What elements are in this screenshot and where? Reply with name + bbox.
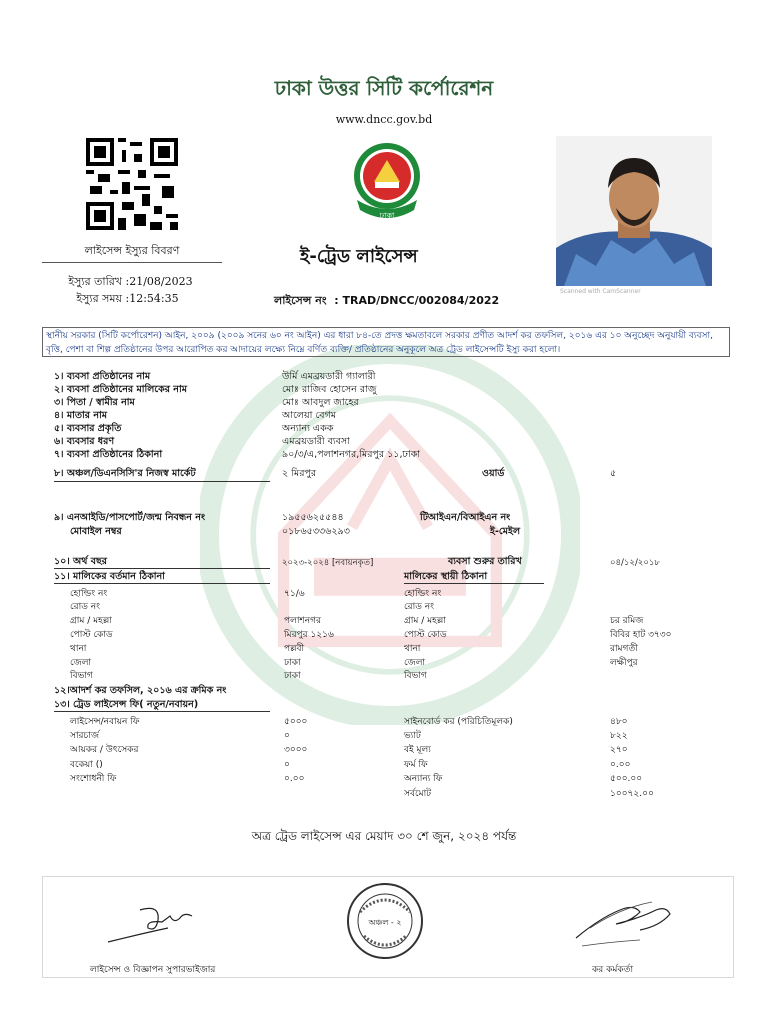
addr-value: ঢাকা: [284, 671, 301, 681]
fee-key: সাইনবোর্ড কর (পরিচিতিমূলক): [404, 717, 513, 727]
fee-key: ভ্যাট: [404, 731, 421, 741]
mobile-value: ০১৮৬৫৩৩৬২৯৩: [282, 526, 350, 537]
addr-key: পোস্ট কোড: [404, 630, 447, 640]
fee-key: অন্যান্য ফি: [404, 774, 443, 784]
fee-value: ০.০০: [284, 774, 305, 784]
detail-label: ৮। অঞ্চল/ডিএনসিসি'র নিজস্ব মার্কেট: [54, 468, 196, 479]
detail-label: ৬। ব্যবসার ধরণ: [54, 436, 115, 447]
fee-value: ৮২২: [610, 731, 628, 741]
supervisor-label: লাইসেন্স ও বিজ্ঞাপন সুপারভাইজার: [90, 965, 216, 975]
detail-value: আলেয়া বেগম: [282, 410, 336, 421]
addr-value: লক্ষীপুর: [610, 658, 638, 668]
photo-caption: Scanned with CamScanner: [560, 288, 641, 295]
fee-value: ৫০০.০০: [610, 774, 643, 784]
issue-time-row: [42, 290, 179, 309]
fee-value: ০.০০: [610, 760, 631, 770]
addr-key: হোল্ডিং নং: [404, 589, 442, 599]
detail-label: ৩। পিতা / স্বামীর নাম: [54, 397, 135, 408]
detail-value: উৰ্মি এমব্রয়ডারী গ্যালারী: [282, 371, 376, 382]
fee-value: ৫০০০: [284, 717, 308, 727]
license-value: : TRAD/DNCC/002084/2022: [334, 294, 500, 307]
addr-key: থানা: [70, 644, 87, 654]
fee-value: ৪৮০: [610, 717, 628, 727]
dncc-emblem: [352, 138, 422, 228]
business-start-value: ০৪/১২/২০১৮: [610, 558, 660, 568]
fee-value: ২৭০: [610, 745, 628, 755]
ward-label: ওয়ার্ড: [482, 468, 505, 479]
email-label: ই-মেইল: [490, 526, 521, 537]
addr-value: ৭১/৬: [284, 589, 305, 599]
ward-value: ৫: [610, 468, 617, 479]
addr-key: রোড নং: [404, 602, 434, 612]
market-underline: [54, 481, 270, 482]
fiscal-year-label: ১০। অর্থ বছর: [54, 556, 108, 567]
detail-value: এমব্রয়ডারী ব্যবসা: [282, 436, 350, 447]
fee-key: সারচার্জ: [70, 731, 100, 741]
addr-key: বিভাগ: [404, 671, 427, 681]
addr-key: গ্রাম / মহল্লা: [404, 616, 446, 626]
detail-label: ৪। মাতার নাম: [54, 410, 108, 421]
watermark-emblem: [200, 345, 580, 725]
license-number: [274, 292, 499, 311]
addr-value: রামগতী: [610, 644, 638, 654]
issue-date-value: :21/08/2023: [125, 275, 193, 288]
total-value: ১০০৭২.০০: [610, 789, 654, 799]
issue-time-value: :12:54:35: [125, 292, 179, 305]
corporation-title: ঢাকা উত্তর সিটি কর্পোরেশন: [274, 76, 494, 100]
issue-details-title: লাইসেন্স ইস্যুর বিবরণ: [84, 244, 180, 257]
fiscal-year-value: ২০২৩-২০২৪ [নবায়নকৃত]: [282, 558, 374, 568]
addr-value: পলাশনগর: [284, 616, 321, 626]
addr-key: জেলা: [70, 658, 92, 668]
addr-key: গ্রাম / মহল্লা: [70, 616, 112, 626]
addr-key: জেলা: [404, 658, 426, 668]
fee-key: বকেয়া (): [70, 760, 103, 770]
fee-key: ফর্ম ফি: [404, 760, 428, 770]
detail-label: ১। ব্যবসা প্রতিষ্ঠানের নাম: [54, 371, 151, 382]
nid-label: ৯। এনআইডি/পাসপোর্ট/জন্ম নিবন্ধন নং: [54, 512, 206, 523]
detail-label: ৫। ব্যবসার প্রকৃতি: [54, 423, 122, 434]
addr-value: বিবির হাট ৩৭৩০: [610, 630, 672, 640]
detail-value: মোঃ আবদুল জাহের: [282, 397, 359, 408]
qr-code: [86, 138, 178, 230]
addr-key: রোড নং: [70, 602, 100, 612]
mobile-label: মোবাইল নম্বর: [70, 526, 122, 537]
fee-value: ০: [284, 760, 290, 770]
fee-value: ৩০০০: [284, 745, 308, 755]
officer-signature: [570, 888, 680, 954]
fees-underline: [54, 711, 270, 712]
official-seal: [346, 882, 424, 960]
etrade-title: ই-ট্রেড লাইসেন্স: [300, 246, 418, 267]
tin-label: টিআইএন/বিআইএন নং: [420, 512, 511, 523]
present-address-label: ১১। মালিকের বর্তমান ঠিকানা: [54, 571, 165, 582]
detail-value: ২ মিরপুর: [282, 468, 317, 479]
fiscal-underline: [54, 568, 270, 569]
addr-value: পল্লবী: [284, 644, 305, 654]
addr-key: বিভাগ: [70, 671, 93, 681]
issue-time-label: ইস্যুর সময়: [76, 292, 122, 305]
detail-value: মোঃ রাজিব হোসেন রাজু: [282, 384, 377, 395]
emblem-text: ঢাকা: [379, 211, 395, 220]
addr-value: মিরপুর ১২১৬: [284, 630, 334, 640]
license-label: লাইসেন্স নং: [274, 294, 327, 307]
addr-value: চর রমিজ: [610, 616, 644, 626]
detail-value: ৯০/৩/এ,পলাশনগর,মিরপুর ১১,ঢাকা: [282, 449, 421, 460]
total-label: সর্বমোট: [404, 789, 432, 799]
fee-key: আয়কর / উৎসেকর: [70, 745, 139, 755]
addr-key: থানা: [404, 644, 421, 654]
website-url: www.dncc.gov.bd: [335, 113, 433, 126]
fee-key: লাইসেন্স/নবায়ন ফি: [70, 717, 140, 727]
fee-key: সংশোধনী ফি: [70, 774, 117, 784]
fee-value: ০: [284, 731, 290, 741]
detail-label: ৭। ব্যবসা প্রতিষ্ঠানের ঠিকানা: [54, 449, 163, 460]
fees-title: ১৩। ট্রেড লাইসেন্স ফি( নতুন/নবায়ন): [54, 699, 199, 710]
supervisor-signature: [100, 890, 220, 950]
legal-intro-box: স্থানীয় সরকার (সিটি কর্পোরেশন) আইন, ২০০৯ (২০০৯ সনের ৬০ নং আইন) এর ধারা ৮৪-তে প্রদত্ত ক্ষমতাবলে সরকার প্রণীত আদর্শ কর তফসিল, ২০১৬ এর ১০ অনুচ্ছেদ অনুযায়ী ব্যবসা, বৃত্তি, পেশা বা শিল্প প্রতিষ্ঠানের উপর আরোপিত কর আদায়ের লক্ষ্যে নিম্নে বর্ণিত ব্যক্তি/ প্রতিষ্ঠানের অনুকূলে অত্র ট্রেড লাইসেন্সটি ইস্যু করা হলো।: [42, 327, 730, 357]
expiry-statement: অত্র ট্রেড লাইসেন্স এর মেয়াদ ৩০ শে জুন, ২০২৪ পর্যন্ত: [251, 829, 517, 843]
present-address-underline: [54, 583, 270, 584]
permanent-address-label: মালিকের স্থায়ী ঠিকানা: [404, 571, 488, 582]
detail-label: ২। ব্যবসা প্রতিষ্ঠানের মালিকের নাম: [54, 384, 187, 395]
fee-key: বই মূল্য: [404, 745, 431, 755]
officer-label: কর কর্মকর্তা: [592, 965, 634, 975]
detail-value: অন্যান্য একক: [282, 423, 334, 434]
nid-value: ১৯৫৫৬২৫৫৪৪: [282, 512, 344, 523]
tax-serial-label: ১২।আদর্শ কর তফসিল, ২০১৬ এর ক্রমিক নং: [54, 685, 227, 696]
permanent-address-underline: [404, 583, 544, 584]
addr-value: ঢাকা: [284, 658, 301, 668]
addr-key: পোস্ট কোড: [70, 630, 113, 640]
addr-key: হোল্ডিং নং: [70, 589, 108, 599]
issue-divider: [42, 262, 222, 263]
seal-text: অঞ্চল - ২: [368, 918, 402, 927]
business-start-label: ব্যবসা শুরুর তারিখ: [448, 556, 522, 567]
issue-date-label: ইস্যুর তারিখ: [68, 275, 122, 288]
owner-photo: [556, 136, 712, 286]
